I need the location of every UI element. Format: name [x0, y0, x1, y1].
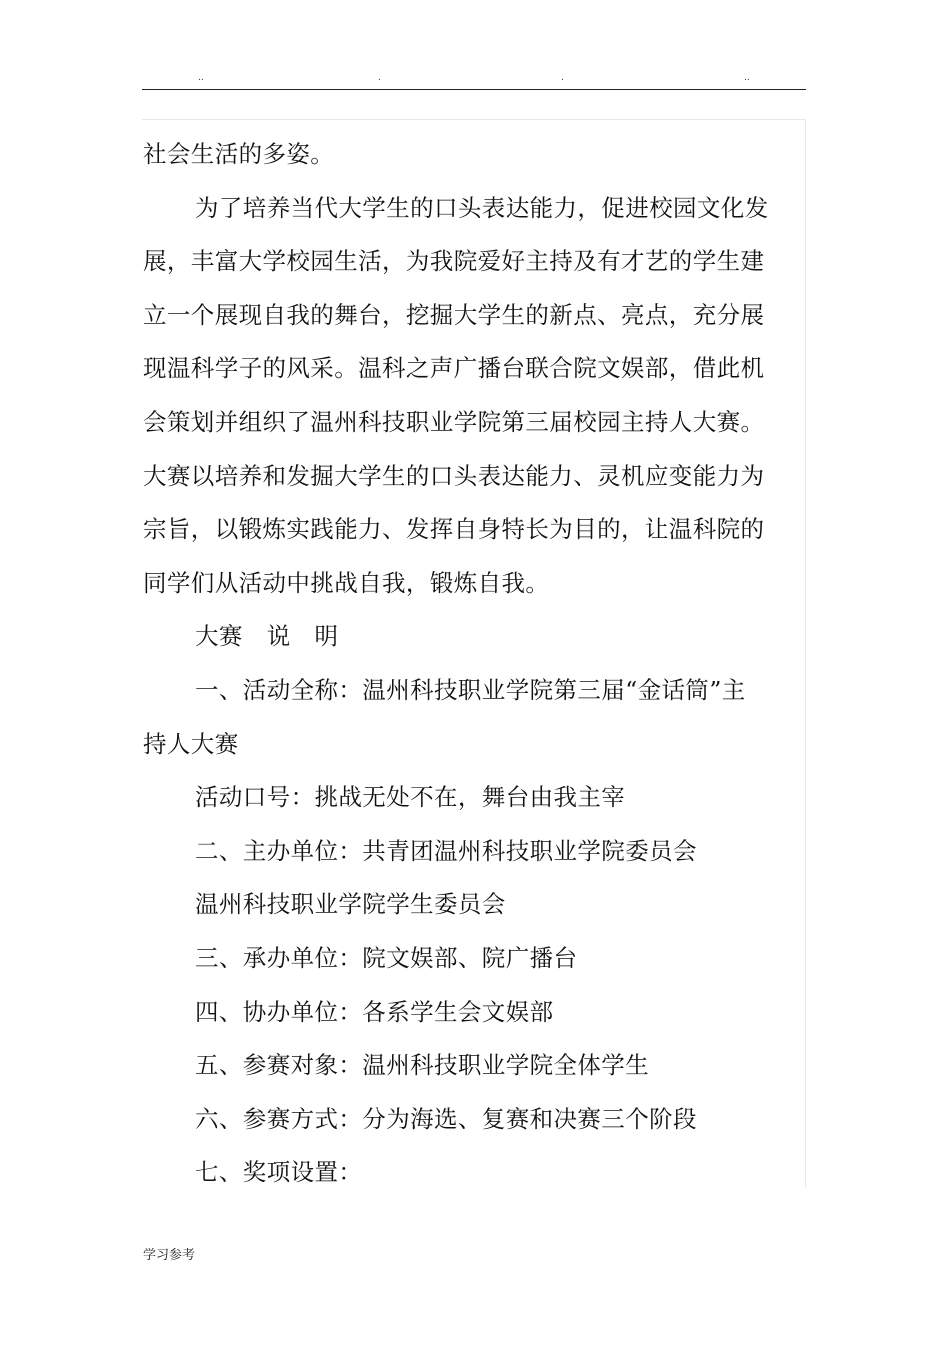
header-mark-2: .: [378, 73, 381, 83]
document-body: [143, 128, 769, 1200]
page-header-marks: [142, 74, 806, 86]
header-mark-4: ..: [744, 73, 750, 83]
page-footer: 学习参考: [143, 1248, 196, 1263]
paragraph-line: 立一个展现自我的舞台，挖掘大学生的新点、亮点，充分展: [143, 300, 765, 329]
header-mark-1: ..: [198, 73, 204, 83]
list-item-slogan: 活动口号：挑战无处不在，舞台由我主宰: [195, 783, 626, 812]
header-mark-3: .: [561, 73, 564, 83]
list-item-co-organizer: 四、协办单位：各系学生会文娱部: [195, 997, 554, 1026]
list-item-format: 六、参赛方式：分为海选、复赛和决赛三个阶段: [195, 1104, 697, 1133]
header-rule: [142, 89, 806, 90]
paragraph-line: 大赛以培养和发掘大学生的口头表达能力、灵机应变能力为: [143, 461, 765, 490]
paragraph-line: 宗旨，以锻炼实践能力、发挥自身特长为目的，让温科院的: [143, 515, 765, 544]
paragraph-line: 会策划并组织了温州科技职业学院第三届校园主持人大赛。: [143, 407, 765, 436]
list-item-participants: 五、参赛对象：温州科技职业学院全体学生: [195, 1051, 650, 1080]
list-item-activity-name: 一、活动全称：温州科技职业学院第三届“金话筒”主: [195, 675, 746, 704]
paragraph-line: 现温科学子的风采。温科之声广播台联合院文娱部，借此机: [143, 354, 765, 383]
list-item-awards: 七、奖项设置：: [195, 1158, 363, 1187]
list-item-organizer: 二、主办单位：共青团温州科技职业学院委员会: [195, 836, 697, 865]
list-item-activity-name-cont: 持人大赛: [143, 729, 239, 758]
section-heading: 大赛 说 明: [195, 622, 339, 651]
list-item-organizer-2: 温州科技职业学院学生委员会: [195, 890, 506, 919]
paragraph-line: 同学们从活动中挑战自我，锻炼自我。: [143, 568, 550, 597]
paragraph-line: 社会生活的多姿。: [143, 140, 335, 168]
paragraph-line: 展，丰富大学校园生活，为我院爱好主持及有才艺的学生建: [143, 247, 765, 276]
paragraph-line: 为了培养当代大学生的口头表达能力，促进校园文化发: [195, 193, 769, 222]
list-item-host: 三、承办单位：院文娱部、院广播台: [195, 943, 578, 972]
